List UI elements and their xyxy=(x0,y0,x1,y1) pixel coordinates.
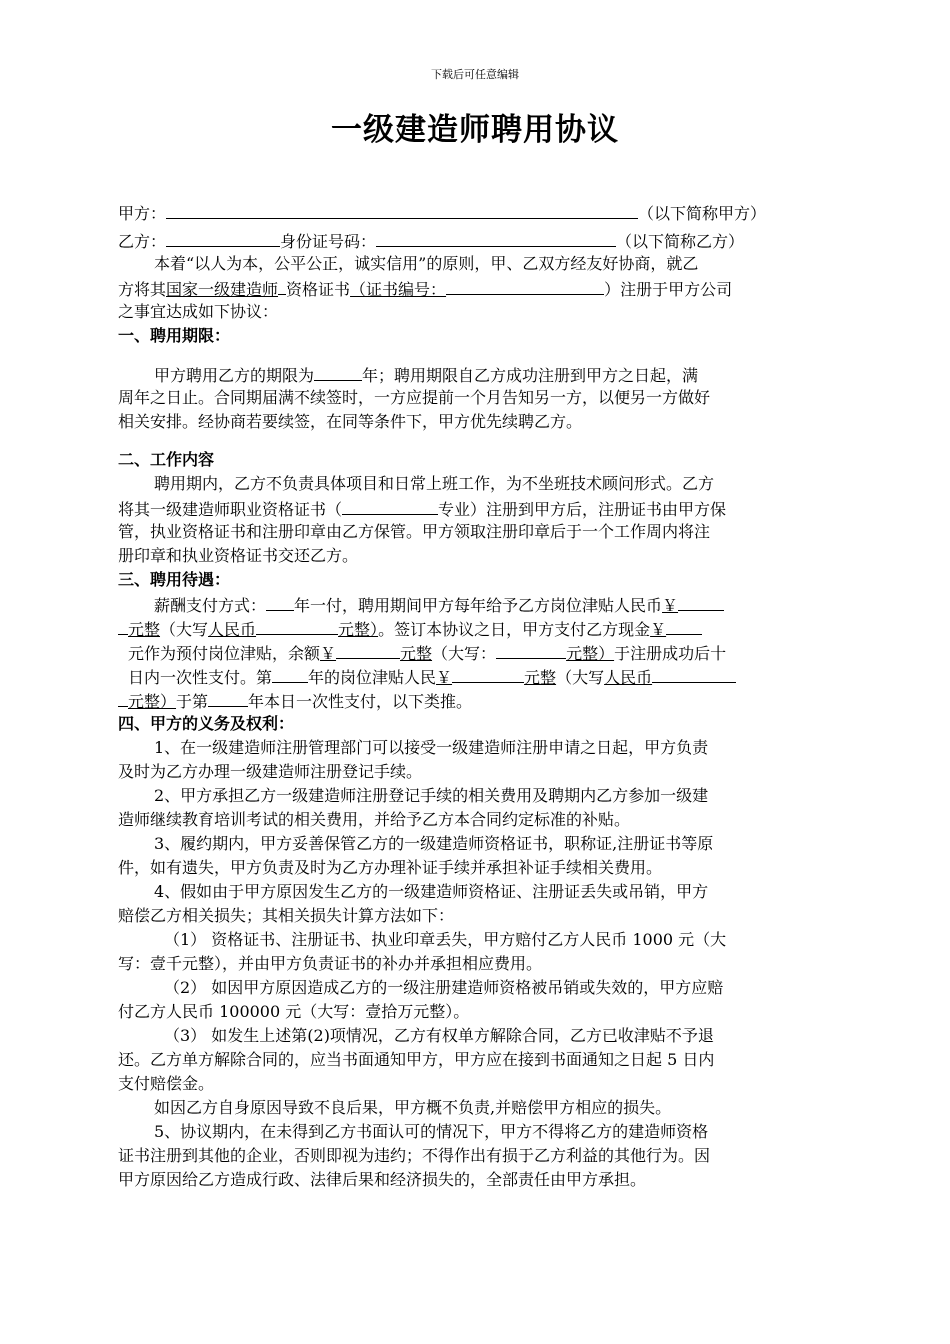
s4-item-3-line-2: 件，如有遗失，甲方负责及时为乙方办理补证手续并承担补证手续相关费用。 xyxy=(118,858,663,877)
s3-text: 年一付，聘用期间甲方每年给予乙方岗位津贴人民币 xyxy=(294,596,663,615)
s3-line-3 xyxy=(118,640,830,664)
s4-item-3-line-1: 3、履约期内，甲方妥善保管乙方的一级建造师资格证书，职称证,注册证书等原 xyxy=(154,834,714,853)
intro-blank xyxy=(278,276,286,295)
s3-text: 日内一次性支付。第 xyxy=(128,668,273,687)
s3-blank xyxy=(118,616,128,635)
intro-text: 资格证书 xyxy=(286,280,351,299)
s3-line-4 xyxy=(118,664,830,688)
s4-clause-1-line-1: （1） 资格证书、注册证书、执业印章丢失，甲方赔付乙方人民币 1000 元（大 xyxy=(164,930,727,949)
s4-item-1-line-1: 1、在一级建造师注册管理部门可以接受一级建造师注册申请之日起，甲方负责 xyxy=(154,738,709,757)
s3-text: （大写 xyxy=(556,668,605,687)
s1-text: 年；聘用期限自乙方成功注册到甲方之日起，满 xyxy=(362,366,699,385)
document-body xyxy=(118,200,830,1192)
s4-note: 如因乙方自身原因导致不良后果，甲方概不负责,并赔偿甲方相应的损失。 xyxy=(154,1098,672,1117)
section-3-heading: 三、聘用待遇： xyxy=(118,570,231,589)
s1-text: 甲方聘用乙方的期限为 xyxy=(154,366,315,385)
s4-clause-3-line-1: （3） 如发生上述第(2)项情况，乙方有权单方解除合同，乙方已收津贴不予退 xyxy=(164,1026,714,1045)
allowance-amount-blank xyxy=(678,592,724,611)
yearly-allowance-blank xyxy=(452,664,524,683)
section-1-heading: 一、聘用期限： xyxy=(118,326,231,345)
allowance-words-blank xyxy=(256,616,338,635)
specialty-blank xyxy=(342,496,438,515)
s2-text: 将其一级建造师职业资格证书（ xyxy=(118,500,343,519)
intro-qualification: 国家一级建造师 xyxy=(166,280,279,299)
s2-line-4: 册印章和执业资格证书交还乙方。 xyxy=(118,546,359,565)
intro-line-1: 本着“以人为本，公平公正，诚实信用”的原则，甲、乙双方经友好协商，就乙 xyxy=(154,254,699,273)
s4-clause-1-line-2: 写：壹千元整），并由甲方负责证书的补办并承担相应费用。 xyxy=(118,954,543,973)
s1-line-1 xyxy=(118,362,830,386)
party-b-label: 乙方： xyxy=(118,232,167,251)
s3-line-5 xyxy=(118,688,830,712)
s4-item-5-line-3: 甲方原因给乙方造成行政、法律后果和经济损失的，全部责任由甲方承担。 xyxy=(118,1170,647,1189)
party-b-id-label: 身份证号码： xyxy=(280,232,377,251)
s3-text: 年的岗位津贴人民 xyxy=(308,668,437,687)
s4-item-4-line-2: 赔偿乙方相关损失；其相关损失计算方法如下： xyxy=(118,906,455,925)
s3-text: 元整） xyxy=(566,644,615,663)
document-title: 一级建造师聘用协议 xyxy=(331,112,619,148)
s4-item-1-line-2: 及时为乙方办理一级建造师注册登记手续。 xyxy=(118,762,423,781)
s3-text: 薪酬支付方式： xyxy=(154,596,267,615)
year-blank xyxy=(208,688,248,707)
balance-blank xyxy=(336,640,400,659)
s4-item-2-line-2: 造师继续教育培训考试的相关费用，并给予乙方本合同约定标准的补贴。 xyxy=(118,810,631,829)
currency-symbol: ￥ xyxy=(436,668,453,687)
party-a-line xyxy=(118,200,830,224)
s3-text: （大写 xyxy=(160,620,209,639)
s3-line-2 xyxy=(118,616,830,640)
s4-clause-2-line-2: 付乙方人民币 100000 元（大写：壹拾万元整）。 xyxy=(118,1002,470,1021)
s4-clause-3-line-2: 还。乙方单方解除合同的，应当书面通知甲方，甲方应在接到书面通知之日起 5 日内 xyxy=(118,1050,715,1069)
intro-line-3: 之事宜达成如下协议： xyxy=(118,302,279,321)
s4-item-2-line-1: 2、甲方承担乙方一级建造师注册登记手续的相关费用及聘期内乙方参加一级建 xyxy=(154,786,709,805)
s3-text: 人民币 xyxy=(604,668,653,687)
section-4-heading: 四、甲方的义务及权利： xyxy=(118,714,295,733)
s3-text: 元整） xyxy=(338,620,379,639)
currency-symbol: ￥ xyxy=(662,596,679,615)
s3-blank xyxy=(118,688,128,707)
term-years-blank xyxy=(314,362,362,381)
party-b-suffix: （以下简称乙方） xyxy=(616,232,745,251)
party-b-id-blank xyxy=(376,228,616,247)
s3-text: 人民币 xyxy=(208,620,257,639)
s1-line-3: 相关安排。经协商若要续签，在同等条件下，甲方优先续聘乙方。 xyxy=(118,412,583,431)
pay-period-blank xyxy=(266,592,294,611)
party-a-label: 甲方： xyxy=(118,204,167,223)
s3-text: 元作为预付岗位津贴，余额 xyxy=(128,644,321,663)
s3-text: 元整 xyxy=(128,620,161,639)
intro-text: 方将其 xyxy=(118,280,167,299)
s3-text: （大写： xyxy=(432,644,497,663)
s2-line-2 xyxy=(118,496,830,520)
intro-cert-number-blank xyxy=(446,276,604,295)
s3-text: 。签订本协议之日，甲方支付乙方现金 xyxy=(378,620,651,639)
intro-text: ）注册于甲方公司 xyxy=(604,280,733,299)
currency-symbol: ￥ xyxy=(650,620,667,639)
party-a-blank xyxy=(166,200,638,219)
balance-words-blank xyxy=(496,640,566,659)
intro-line-2 xyxy=(118,276,830,300)
advance-cash-blank xyxy=(666,616,702,635)
year-number-blank xyxy=(272,664,308,683)
s4-item-5-line-1: 5、协议期内，在未得到乙方书面认可的情况下，甲方不得将乙方的建造师资格 xyxy=(154,1122,709,1141)
party-b-name-blank xyxy=(166,228,280,247)
s2-line-3: 管，执业资格证书和注册印章由乙方保管。甲方领取注册印章后于一个工作周内将注 xyxy=(118,522,711,541)
s3-text: 于注册成功后十 xyxy=(614,644,727,663)
s3-text: 元整 xyxy=(400,644,433,663)
s4-item-5-line-2: 证书注册到其他的企业，否则即视为违约；不得作出有损于乙方利益的其他行为。因 xyxy=(118,1146,711,1165)
s2-line-1: 聘用期内，乙方不负责具体项目和日常上班工作，为不坐班技术顾问形式。乙方 xyxy=(154,474,715,493)
s4-clause-3-line-3: 支付赔偿金。 xyxy=(118,1074,215,1093)
s3-text: 年本日一次性支付，以下类推。 xyxy=(248,692,473,711)
s4-clause-2-line-1: （2） 如因甲方原因造成乙方的一级注册建造师资格被吊销或失效的，甲方应赔 xyxy=(164,978,724,997)
party-b-line xyxy=(118,228,830,252)
s3-text: 元整 xyxy=(524,668,557,687)
header-note: 下载后可任意编辑 xyxy=(431,68,519,81)
intro-cert-number-label: （证书编号： xyxy=(350,280,447,299)
s4-item-4-line-1: 4、假如由于甲方原因发生乙方的一级建造师资格证、注册证丢失或吊销，甲方 xyxy=(154,882,709,901)
yearly-words-blank xyxy=(652,664,736,683)
s3-text: 元整） xyxy=(128,692,177,711)
party-a-suffix: （以下简称甲方） xyxy=(638,204,767,223)
s3-text: 于第 xyxy=(176,692,209,711)
section-2-heading: 二、工作内容 xyxy=(118,450,215,469)
s1-line-2: 周年之日止。合同期届满不续签时，一方应提前一个月告知另一方，以便另一方做好 xyxy=(118,388,711,407)
currency-symbol: ￥ xyxy=(320,644,337,663)
s2-text: 专业）注册到甲方后，注册证书由甲方保 xyxy=(438,500,727,519)
s3-line-1 xyxy=(118,592,830,616)
